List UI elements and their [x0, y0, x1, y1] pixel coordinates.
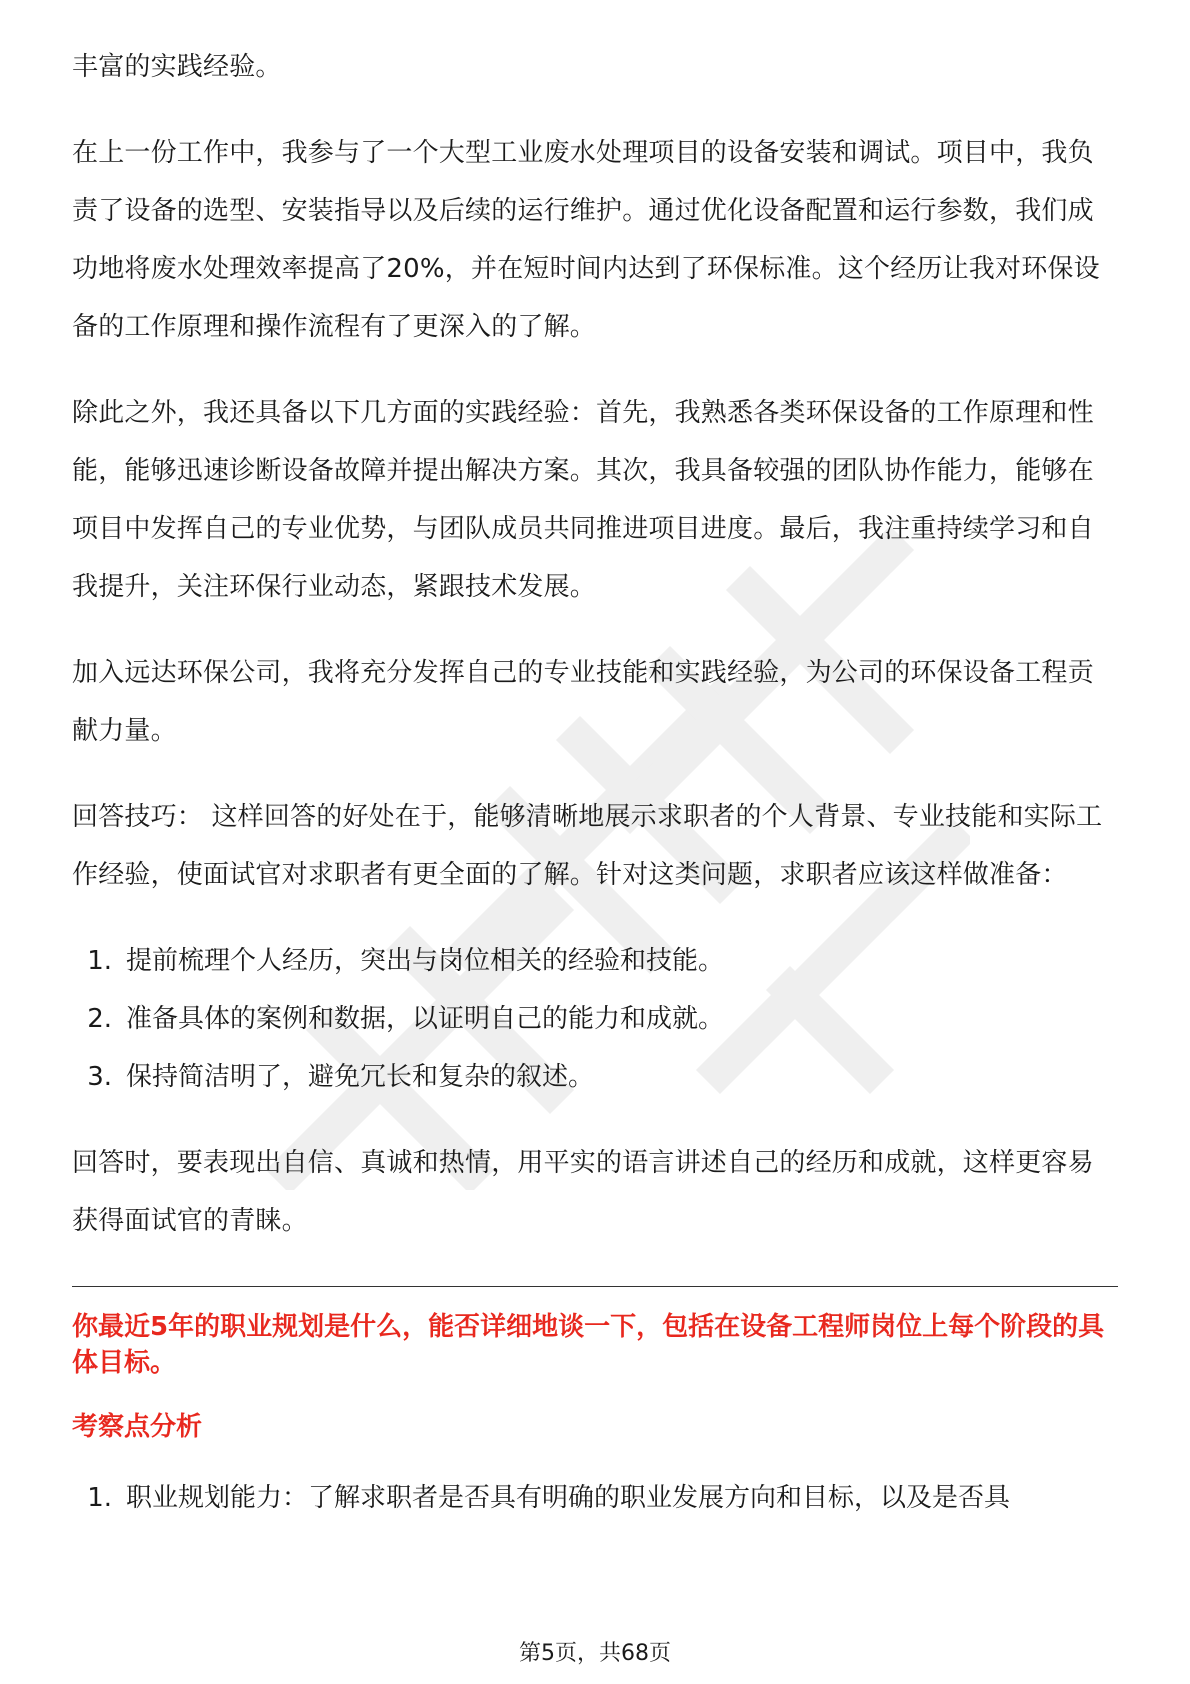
list-item-text: 保持简洁明了，避免冗长和复杂的叙述。: [126, 1062, 595, 1092]
paragraph-answer-tips: 回答技巧： 这样回答的好处在于，能够清晰地展示求职者的个人背景、专业技能和实际工作经验，使面试官对求职者有更全面的了解。针对这类问题，求职者应该这样做准备：: [72, 802, 1103, 890]
list-item-number: 2.: [87, 1004, 112, 1034]
list-item-text: 准备具体的案例和数据，以证明自己的能力和成就。: [126, 1004, 725, 1034]
list-item: [72, 990, 1118, 1048]
list-item-number: 1.: [87, 946, 112, 976]
paragraph-closing: 回答时，要表现出自信、真诚和热情，用平实的语言讲述自己的经历和成就，这样更容易获得面试官的青睐。: [72, 1148, 1094, 1236]
list-item-text: 提前梳理个人经历，突出与岗位相关的经验和技能。: [126, 946, 725, 976]
interview-question: 你最近5年的职业规划是什么，能否详细地谈一下，包括在设备工程师岗位上每个阶段的具体目标。: [72, 1312, 1105, 1378]
list-item-number: 1.: [87, 1483, 112, 1513]
main-content: [72, 38, 1118, 1555]
paragraph-other-experience: 除此之外，我还具备以下几方面的实践经验：首先，我熟悉各类环保设备的工作原理和性能，能够迅速诊断设备故障并提出解决方案。其次，我具备较强的团队协作能力，能够在项目中发挥自己的专业优势，与团队成员共同推进项目进度。最后，我注重持续学习和自我提升，关注环保行业动态，紧跟技术发展。: [72, 398, 1094, 602]
analysis-list: [72, 1469, 1118, 1527]
list-item-number: 3.: [87, 1062, 112, 1092]
page-footer: 第5页，共68页: [519, 1641, 671, 1666]
list-item: [72, 1469, 1118, 1527]
tips-list: [72, 932, 1118, 1106]
paragraph-previous-job: 在上一份工作中，我参与了一个大型工业废水处理项目的设备安装和调试。项目中，我负责了设备的选型、安装指导以及后续的运行维护。通过优化设备配置和运行参数，我们成功地将废水处理效率提高了20%，并在短时间内达到了环保标准。这个经历让我对环保设备的工作原理和操作流程有了更深入的了解。: [72, 138, 1100, 342]
list-item: [72, 1048, 1118, 1106]
section-divider: [72, 1286, 1118, 1287]
paragraph-joining-company: 加入远达环保公司，我将充分发挥自己的专业技能和实践经验，为公司的环保设备工程贡献力量。: [72, 658, 1094, 746]
paragraph-intro-end: 丰富的实践经验。: [72, 52, 282, 82]
list-item: [72, 932, 1118, 990]
analysis-heading: 考察点分析: [72, 1412, 203, 1442]
list-item-text: 职业规划能力：了解求职者是否具有明确的职业发展方向和目标，以及是否具: [126, 1483, 1011, 1513]
